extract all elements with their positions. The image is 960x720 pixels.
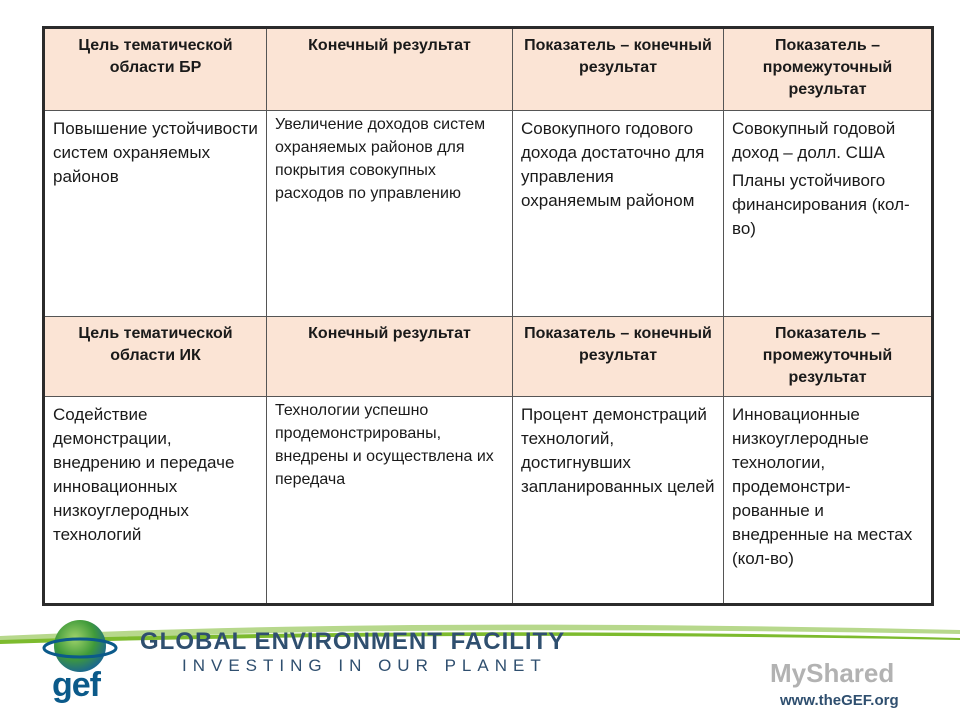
header-outcome-indicator: Показатель – конечный результат (513, 29, 724, 111)
outcome-cell: Технологии успешно продемонстрированы, внедрены и осуществлена их передача (267, 397, 513, 603)
table2-header-row (45, 317, 931, 397)
outcome-indicator-cell: Совокупного годового дохода достаточно для управления охраняемым районом (513, 111, 724, 317)
table1-body-row (45, 111, 931, 317)
intermediate-indicator-cell: Инновационные низкоуглеродные технологии, продемонстри-рованные и внедренные на местах (кол-во) (724, 397, 931, 603)
intermediate-indicator-cell (724, 111, 931, 317)
goal-cell: Повышение устойчивости систем охраняемых районов (45, 111, 267, 317)
header-outcome-indicator: Показатель – конечный результат (513, 317, 724, 397)
watermark: MyShared (770, 658, 895, 688)
website-link[interactable]: www.theGEF.org (780, 692, 899, 709)
outcome-indicator-cell: Процент демонстраций технологий, достигнувших запланированных целей (513, 397, 724, 603)
goal-cell: Содействие демонстрации, внедрению и передаче инновационных низкоуглеродных технологий (45, 397, 267, 603)
organization-name: GLOBAL ENVIRONMENT FACILITY (140, 628, 566, 655)
gef-logo-text: gef (52, 666, 100, 704)
footer (0, 606, 960, 720)
results-table (42, 26, 934, 606)
header-goal: Цель тематической области БР (45, 29, 267, 111)
table2-body-row (45, 397, 931, 603)
tagline: INVESTING IN OUR PLANET (182, 656, 547, 675)
header-outcome: Конечный результат (267, 317, 513, 397)
header-goal: Цель тематической области ИК (45, 317, 267, 397)
header-intermediate-indicator: Показатель – промежуточный результат (724, 317, 931, 397)
indicator-line-2: Планы устойчивого финансирования (кол-во) (732, 171, 910, 238)
outcome-cell: Увеличение доходов систем охраняемых районов для покрытия совокупных расходов по управлению (267, 111, 513, 317)
header-intermediate-indicator: Показатель – промежуточный результат (724, 29, 931, 111)
table1-header-row (45, 29, 931, 111)
indicator-line-1: Совокупный годовой доход – долл. США (732, 119, 896, 162)
header-outcome: Конечный результат (267, 29, 513, 111)
